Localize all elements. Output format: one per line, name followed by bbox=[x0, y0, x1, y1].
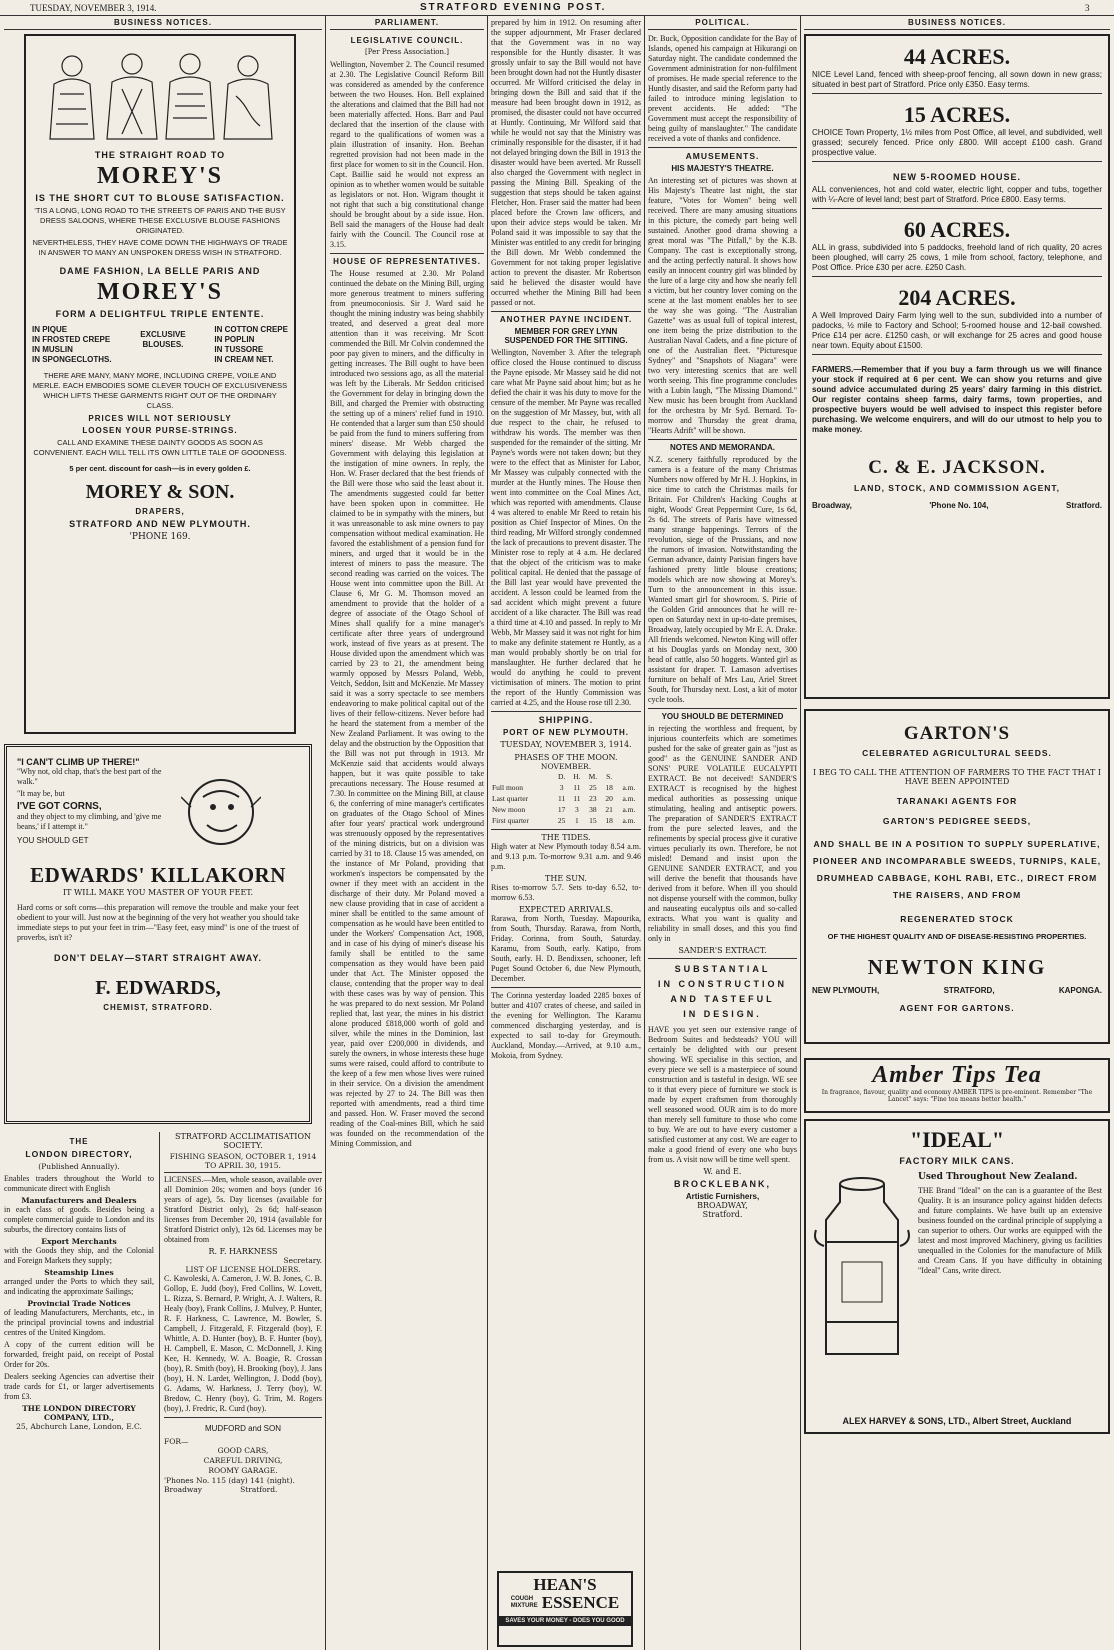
harvey-address: ALEX HARVEY & SONS, LTD., Albert Street, Auckland bbox=[842, 1416, 1072, 1426]
london-company: THE LONDON DIRECTORY COMPANY, LTD., bbox=[22, 1404, 136, 1422]
acclimatisation-notice bbox=[164, 1132, 322, 1494]
amber-tips-ad bbox=[804, 1058, 1110, 1113]
payne-sub: MEMBER FOR GREY LYNN SUSPENDED FOR THE SITTING. bbox=[504, 327, 628, 345]
page-number: 3 bbox=[1085, 3, 1090, 13]
garton-g5: REGENERATED STOCK bbox=[900, 914, 1014, 924]
moon-cell: Last quarter bbox=[492, 794, 529, 803]
moon-cell: 11 bbox=[573, 783, 581, 792]
garton-g1: I BEG TO CALL THE ATTENTION OF FARMERS TO THE FACT THAT I HAVE BEEN APPOINTED bbox=[813, 768, 1101, 786]
morey-road: THE STRAIGHT ROAD TO bbox=[94, 150, 226, 160]
ideal-text: THE Brand "Ideal" on the can is a guarantee of the Best Quality. It is an insurance policy against hidden defects and future complaints. We have built up an extensive business founded on the cardinal principle of supplying a can superior to others. Our works are equipped with the latest and most improved Machinery, giving us facilities unequalled in the Colonies for the manufacture of Milk and Cream Cans. If you have difficulty in obtaining "Ideal" Cans, write direct. bbox=[918, 1186, 1102, 1275]
farmers-notice: FARMERS.—Remember that if you buy a farm through us we will finance your stock if required at 6 per cent. We can show you returns and give sound advice accumulated during 25 years' dairy farming in this district. Our register contains sheep farms, dairy farms, town properties, and prospective buyers would be well advised to inspect this register before purchasing. We welcome enquirers, and will do our utmost to help you to make money. bbox=[812, 365, 1102, 434]
moon-month: NOVEMBER. bbox=[540, 762, 592, 771]
garton-g2: TARANAKI AGENTS FOR bbox=[896, 796, 1018, 806]
moon-col-header: D. bbox=[557, 772, 566, 781]
morey-towns: STRATFORD AND NEW PLYMOUTH. bbox=[69, 519, 251, 529]
edwards-where: CHEMIST, STRATFORD. bbox=[103, 1003, 213, 1012]
masthead bbox=[0, 0, 1114, 16]
edwards-get: YOU SHOULD GET bbox=[17, 836, 89, 845]
moon-cell: 20 bbox=[605, 794, 613, 803]
brocklebank-name: BROCKLEBANK, bbox=[674, 1179, 771, 1189]
council-report: Wellington, November 2. The Council resumed at 2.30. The Legislative Council Reform Bill was considered as amended by the conference between the two Houses. Hon. Bell explained the alterations and claimed that the Bill had not been materially affected. Hons. Barr and Paul declared that the insertion of the clause with regard to the qualifications of women was a plain illustration of insanity. Hon. Beehan regretted provision had not been made in the first place for women to sit in the Council. Hon. Capt. Baillie said he would not express an opinion as to whether women would be suitable as legislators or not. Hon. Wigram thought it not right that such a big constitutional change should be brought about by a side issue. Hon. Bell said the managers of the House had dealt fairly with the Council. The Council rose at 3.15. bbox=[330, 60, 484, 249]
milk-can-illustration bbox=[812, 1172, 912, 1362]
heans-essence: ESSENCE bbox=[541, 1593, 620, 1612]
column-5 bbox=[804, 16, 1110, 1650]
acres-15: 15 ACRES. bbox=[903, 102, 1011, 127]
edwards-master: IT WILL MAKE YOU MASTER OF YOUR FEET. bbox=[63, 888, 253, 897]
his-majestys-theatre: HIS MAJESTY'S THEATRE. bbox=[671, 164, 774, 173]
jackson-ad bbox=[804, 34, 1110, 699]
moon-row bbox=[491, 815, 641, 826]
ideal-cans: FACTORY MILK CANS. bbox=[899, 1156, 1015, 1166]
acres-204-text: A Well Improved Dairy Farm lying well to the sun, subdivided into a number of padocks, ½ mile to Factory and School; 5-roomed house and 12-bail cowshed. Price £14 per acre. £1250 cash, or will exchange for 25 acres and good house near town. Equity about £1500. bbox=[812, 311, 1102, 350]
press-association: [Per Press Association.] bbox=[365, 48, 449, 56]
blouse-illustration bbox=[32, 44, 288, 144]
notes-memoranda: NOTES AND MEMORANDA. bbox=[669, 443, 776, 452]
morey-dame: DAME FASHION, LA BELLE PARIS AND bbox=[59, 266, 261, 276]
moon-row bbox=[491, 782, 641, 793]
nk-town-0: NEW PLYMOUTH, bbox=[812, 986, 880, 995]
notes-text: N.Z. scenery faithfully reproduced by the camera is a feature of the many Christmas Numbers now offered by Mr H. J. Hopkins, in nice time to catch the Christmas mails for Britain. For Children's Hacking Coughs at night, Woods' Great Peppermint Cure, 1s 6d, 2s 6d. The streets of Paris have witnessed many strange happenings. Terrors of the revolution, siege of the Prussians, and now the rumors of invasion. Notwithstanding the German advance, dainty Parisian fingers have fashioned pretty little blouse creations; models which are now showing at Morey's. Turn to the announcement in this issue. Wanted smart girl for showroom. S. Pirie of the Golden Grid announces that he will re-open on Saturday next in up-to-date premises, Broadway, lately occupied by Mr E. A. Drake. All friends welcomed. Newton King will offer at his Douglas yards on Monday next, 300 head of cattle, also 50 hoggets. Wanted girl as assistant for draper. T. Lamason advertises furniture on behalf of Mrs Lau, Ariel Street South, for Thursday next. Lost, a kit of motor cycle tools. bbox=[648, 455, 797, 704]
business-notices-header: BUSINESS NOTICES. bbox=[4, 16, 322, 30]
heans-save: SAVES YOUR MONEY - DOES YOU GOOD bbox=[499, 1616, 631, 1626]
london-h1: Manufacturers and Dealers bbox=[21, 1196, 137, 1205]
moon-col-header bbox=[491, 771, 554, 782]
jackson-name: C. & E. JACKSON. bbox=[868, 457, 1046, 478]
mudford-for: FOR— bbox=[164, 1437, 189, 1446]
amber-title: Amber Tips Tea bbox=[872, 1062, 1042, 1088]
new-house-text: ALL conveniences, hot and cold water, electric light, copper and tubs, together with ¼-Acre of level land; best part of Stratford. Price £800. Easy terms. bbox=[812, 185, 1102, 204]
morey-loosen: LOOSEN YOUR PURSE-STRINGS. bbox=[82, 426, 238, 435]
house-report: The House resumed at 2.30. Mr Poland continued the debate on the Mining Bill, urging more generous treatment to miners suffering from pneumoconiosis. Sir J. Ward said he thought the mining industry was being shabbily treated, and deserved a great deal more attention than it was receiving. Mr Scott commended the Bill. Mr Colvin condemned the poor pay given to miners, and the difficulty in getting increases. The Bill ought to have been introduced two sessions ago, as all the material was left by the Liberals. Mr Seddon criticised the Government for delay in bringing down the Bill, and charged the Premier with obstructing the setting up of a miners' relief fund in 1910. He contended that a larger sum than £50 should be paid from the fund to miners suffering from miners' disease. Mr Webb charged the Government with delaying this legislation at the instigation of mine owners. In reply, the Hon. W. Fraser declared that the best friends of the Bill were those who said the least about it. The amendments suggested could far better have been spoken upon in committee. He claimed to be in sympathy with the miners, but it was unreasonable to ask mine owners to pay compensation without medical examination. He favored the establishment of a pension fund for miners, and urged that it would be in the interest of miners to pass the measure. The second reading was carried on the voices. The House went into committee upon the Bill. At Clause 6, Mr G. M. Thomson moved an amendment to provide that the holder of a degree of associate of the Otago School of Mines shall qualify for a mine manager's certificate after three years of underground work, instead of five years as at present. The House divided upon the amendment which was carried by 23 to 21, the amendment being warmly opposed by Messrs Poland, Webb, Veitch, Seddon, Isitt and McKenzie. Mr Massey said it was a sorry spectacle to see members endeavoring to make political capital out of the lives of their fellow-citizens. Never before had he heard the statement from a member of the New Zealand Parliament. It was owing to the delay and the obstruction by the Opposition that the Bill was not put through in 1913. Mr McKenzie said that accidents would always happen, but it was quite possible to take precautions necessary. The House resumed at 7.30. In committee on the Mining Bill, at clause 6, the conferring of mine manager's certificates on graduates of the Otago School of Mines after four years' practical work underground was strenuously opposed by the representatives of the mining districts, but on a division was carried by 31 to 18. Clause 15 was amended, on the instance of Mr Poland, providing that workmen's inspectors be compensated by the owner if they meet with an accident in the discharge of their duty. Mr Poland moved a new clause providing that in case of accident a miner shall be entitled to the same amount of compensation as he would have been entitled to under the Workers' Compensation Act, 1908, and in case of his dying of miner's disease his family shall be entitled to the same compensation as they would have been paid under that Act. The Minister opposed the clause, contending that the proper way to deal with these cases was by way of pension. This he was prepared to do next session. Mr Poland replied that, last year, the mines in his district alone produced £818,000 worth of gold and silver, while the mines in the Dominion, last year, paid over £200,000 in dividends, and surely the owners, in whose interests these huge sums were raised, could afford to contribute to the keep of a few men whose lives were ruined in their service. On a division the amendment was rejected by 27 to 24. The Bill was then reported with amendments, read a third time and passed. Hon. W. Fraser moved the second reading of the Coal-mines Bill, which he said was founded on the recommendation of the Mining Commission, and bbox=[330, 269, 484, 1148]
accl-title: STRATFORD ACCLIMATISATION SOCIETY. bbox=[175, 1132, 311, 1150]
moon-col-header: H. bbox=[573, 772, 581, 781]
moon-cell: 25 bbox=[589, 783, 597, 792]
moon-cell: 1 bbox=[574, 816, 579, 825]
moon-col-header: M. bbox=[588, 772, 598, 781]
legislative-council: LEGISLATIVE COUNCIL. bbox=[350, 36, 464, 45]
blouses-mid: EXCLUSIVE BLOUSES. bbox=[140, 330, 186, 349]
brocklebank-text: HAVE you yet seen our extensive range of Bedroom Suites and bedsteads? YOU will certainly be delighted with our present showing. WE specialise in this section, and every piece we sell is a masterpiece of sound construction and is tasteful in design. WE see to it that every piece of furniture we stock is made by expert craftsmen from thoroughly well seasoned wood. OUR aim is to do more than merely sell furniture to those who come to buy. We are out to have every customer a satisfied customer at any cost. We are eager to make a good friend of every one who buys from us. A visit now will be time well spent. bbox=[648, 1025, 797, 1164]
acres-15-text: CHOICE Town Property, 1½ miles from Post Office, all level, and subdivided, well grassed; securely fenced. Price only £800. Will accept £100 cash. Grand prospective value. bbox=[812, 128, 1102, 157]
arrivals-text: Rarawa, from North, Tuesday. Mapourika, from South, Thursday. Rarawa, from North, Friday. Corinna, from South, Saturday. Karamu, from South, early. Katipo, from South, early. H. D. Bendixsen, schooner, left Puget Sound October 6, due New Plymouth, December. bbox=[491, 914, 641, 983]
heans-name: HEAN'S bbox=[533, 1575, 597, 1594]
morey-entente: FORM A DELIGHTFUL TRIPLE ENTENTE. bbox=[55, 309, 265, 319]
jackson-phone: 'Phone No. 104, bbox=[929, 501, 989, 510]
london-p2: in each class of goods. Besides being a complete commercial guide to London and its suburbs, the directory contains lists of bbox=[4, 1205, 154, 1234]
moon-cell: a.m. bbox=[622, 805, 636, 814]
heans-ad bbox=[497, 1571, 633, 1647]
moon-row bbox=[491, 804, 641, 815]
morey-discount: 5 per cent. discount for cash—is in every golden £. bbox=[69, 464, 251, 473]
moon-phases-table bbox=[491, 771, 641, 826]
moon-cell: 3 bbox=[559, 783, 564, 792]
acres-60-text: ALL in grass, subdivided into 5 paddocks, freehold land of rich quality, 20 acres been ploughed, will carry 25 cows, 1 mile from school, factory, telephone, and Post Office. Price £30 per acre. £250 Cash. bbox=[812, 243, 1102, 272]
sun-title: THE SUN. bbox=[545, 874, 587, 883]
parliament-header: PARLIAMENT. bbox=[330, 16, 484, 30]
payne-report: Wellington, November 3. After the telegraph office closed the House continued to discuss the Payne episode. Mr Massey said he did not care what Mr Payne said about him; but as he defied the chair it was his duty to move for the censure of the member. Mr Payne was recalled on the suggestion of Mr Massey, but, with all due respect to the chair, he refused to withdraw his words. The member was then suspended for the remainder of the sitting. Mr Payne's words were not taken down; but they were to the effect that as Minister for Labor, Mr Massey was culpably connected with the murder at the Huntly mines. The House then went into committee on the Coal Mines Act, which was reported with amendments. Clause 4 was altered to enable Mr Reed to retain his position as Chief Inspector of Mines. On the third reading, Mr Wilford strongly condemned the lack of precautions to prevent disaster. The Minister rose to reply at 4 a.m. He declared that the object of the criticism was to make political capital. He denied that the passage of the Bill last year would have prevented the accident. A lesson could be learned from the sad accident which might prevent a future accident of a like character. The Bill was read a third time at 4.10 and passed. In reply to Mr Webb, Mr Massey said it was not right for him to make any definite statement re Huntly, as a man would probably shortly be on trial for manslaughter. He further declared that he would do anything he could to prevent victimisation of miners. The motion to print the report of the Huntly Commission was carried at 4.25, and the House rose till 2.30. bbox=[491, 348, 641, 707]
moon-cell: 11 bbox=[558, 794, 566, 803]
morey-prices: PRICES WILL NOT SERIOUSLY bbox=[88, 414, 232, 423]
london-h3: Steamship Lines bbox=[44, 1268, 114, 1277]
acres-44: 44 ACRES. bbox=[903, 44, 1011, 69]
morey-ad bbox=[24, 34, 296, 734]
london-p1: Enables traders throughout the World to communicate direct with English bbox=[4, 1174, 154, 1193]
moon-cell: a.m. bbox=[622, 783, 636, 792]
london-p5: of leading Manufacturers, Merchants, etc., in the principal provincial towns and industrial centres of the United Kingdom. bbox=[4, 1308, 154, 1337]
political-report: Dr. Buck, Opposition candidate for the Bay of Islands, opened his campaign at Hikurangi on Saturday night. The candidate condemned the Government administration for non-fulfilment of promises. He made special reference to the Huntly disaster, and said the Reform party had failed to introduce mining legislation to prevent accidents. He added: "The Government must accept the responsibility of being guilty of manslaughter." The candidate received a vote of thanks and confidence. bbox=[648, 34, 797, 143]
ideal-cans-ad bbox=[804, 1119, 1110, 1434]
garton-ad bbox=[804, 709, 1110, 1044]
heans-cough: COUGH MIXTURE bbox=[510, 1596, 538, 1609]
brocklebank-we: W. and E. bbox=[703, 1167, 742, 1176]
mining-debate: prepared by him in 1912. On resuming after the supper adjournment, Mr Fraser declared that the Government was in no way responsible for the Huntly disaster. It was grossly unfair to say the Bill would not have been brought down had not the Huntly disaster occurred. Mr Wilford criticised the delay in bringing down the Bill and said that if the measure had been brought down in 1912, as promised, the disaster could not have occurred at Huntly. Continuing, Mr Wilford said that while he would not say that the Ministry was criminally responsible for the disaster, if it had not delayed bringing down the Bill in 1913 the disaster would have been averted. Mr Russell also charged the Government with neglect in passing the Mining Bill. Speaking of the suggestion that steps should be taken against Fletcher, Hon. Fraser said the matter had been placed before the Crown law officers, and upon their advice steps would be taken. Mr Poland said it was impossible to say that the Minister was entitled to any credit for bringing the Bill down. Mr Webb condemned the Government for not taking proper legislative action to prevent the disaster. Mr Robertson said he believed the disaster would have occurred whether the Mining Bill had been passed or not. bbox=[491, 18, 641, 307]
blouses-right: IN COTTON CREPE IN POPLIN IN TUSSORE IN CREAM NET. bbox=[214, 325, 288, 364]
ideal-title: "IDEAL" bbox=[909, 1127, 1005, 1152]
jackson-sub: LAND, STOCK, AND COMMISSION AGENT, bbox=[853, 483, 1061, 493]
shipping-date: TUESDAY, NOVEMBER 3, 1914. bbox=[500, 740, 632, 749]
edwards-delay: DON'T DELAY—START STRAIGHT AWAY. bbox=[54, 953, 262, 963]
morey-short-cut: IS THE SHORT CUT TO BLOUSE SATISFACTION. bbox=[35, 193, 285, 203]
shipping-news: The Corinna yesterday loaded 2285 boxes of butter and 4107 crates of cheese, and sailed in the evening for Wellington. The Karamu commenced discharging yesterday, and is expected to sail to-day for Greymouth. Auckland, Monday.—Arrived, at 9.10 a.m., Mokoia, from Sydney. bbox=[491, 991, 641, 1060]
nk-agent: AGENT FOR GARTONS. bbox=[899, 1003, 1015, 1013]
moon-phases-title: PHASES OF THE MOON. bbox=[514, 753, 618, 762]
london-p6: A copy of the current edition will be forwarded, freight paid, on receipt of Postal Order for 20s. bbox=[4, 1340, 154, 1369]
garton-celebrated: CELEBRATED AGRICULTURAL SEEDS. bbox=[862, 748, 1052, 758]
moon-cell: 11 bbox=[573, 794, 581, 803]
edwards-killakorn: EDWARDS' KILLAKORN bbox=[30, 863, 286, 887]
sun-text: Rises to-morrow 5.7. Sets to-day 6.52, to-morrow 6.53. bbox=[491, 883, 641, 902]
london-h2: Export Merchants bbox=[41, 1237, 117, 1246]
shipping-header: SHIPPING. bbox=[538, 715, 594, 725]
moon-cell: a.m. bbox=[622, 816, 636, 825]
mudford-phones: 'Phones No. 115 (day) 141 (night). bbox=[164, 1476, 295, 1485]
garton-g4: AND SHALL BE IN A POSITION TO SUPPLY SUPERLATIVE, PIONEER AND INCOMPARABLE SWEEDS, TURNIPS, KALE, DRUMHEAD CABBAGE, KOHL RABI, ETC., DIRECT FROM THE RAISERS, AND FROM bbox=[812, 839, 1102, 900]
london-h4: Provincial Trade Notices bbox=[27, 1299, 131, 1308]
london-published: (Published Annually). bbox=[38, 1162, 120, 1171]
edwards-corns: I'VE GOT CORNS, bbox=[17, 801, 102, 812]
jackson-broadway: Broadway, bbox=[812, 501, 852, 510]
port-new-plymouth: PORT OF NEW PLYMOUTH. bbox=[502, 728, 630, 737]
edwards-quote-2: "It may be, but bbox=[17, 789, 65, 798]
edwards-quote-1: "Why not, old chap, that's the best part of the walk." bbox=[17, 767, 162, 786]
moon-cell: 21 bbox=[605, 805, 613, 814]
edwards-para: Hard corns or soft corns—this preparation will remove the trouble and make your feet obedient to your will. Just now at the beginning of the very hot weather you should take immediate steps to put your feet in trim—"Easy feet, easy mind" is one of the truest of proverbs, isn't it? bbox=[17, 903, 299, 942]
edwards-climb: "I CAN'T CLIMB UP THERE!" bbox=[17, 757, 140, 767]
moon-cell: First quarter bbox=[492, 816, 529, 825]
political-header: POLITICAL. bbox=[648, 16, 797, 30]
acres-60: 60 ACRES. bbox=[903, 217, 1011, 242]
moon-col-header: S. bbox=[606, 772, 613, 781]
paper-title: STRATFORD EVENING POST. bbox=[420, 2, 607, 13]
morey-drapers: DRAPERS, bbox=[135, 507, 185, 516]
brocklebank-town: Stratford. bbox=[702, 1210, 743, 1219]
accl-licenses: LICENSES.—Men, whole season, available over all Dominion 20s; women and boys (under 16 years of age), 5s. Day licenses (available for Stratford District only), 2s 6d; half-season licenses from December 20, 1914 (available for Stratford District only), 12s 6d. Licenses may be obtained from bbox=[164, 1175, 322, 1244]
edwards-chemist: F. EDWARDS, bbox=[95, 977, 221, 999]
morey-para-3: THERE ARE MANY, MANY MORE, INCLUDING CREPE, VOILE AND MERLE. EACH EMBODIES SOME CLEVER TOUCH OF EXCLUSIVENESS WHICH LIFTS THESE GARMENTS RIGHT OUT OF THE ORDINARY CLASS. bbox=[32, 371, 288, 410]
new-house: NEW 5-ROOMED HOUSE. bbox=[892, 172, 1021, 182]
column-2 bbox=[330, 16, 484, 1650]
morey-para-2: NEVERTHELESS, THEY HAVE COME DOWN THE HIGHWAYS OF TRADE IN ANSWER TO MANY AN UNSPOKEN DRESS WISH IN STRATFORD. bbox=[32, 238, 288, 257]
house-of-reps: HOUSE OF REPRESENTATIVES. bbox=[333, 257, 481, 266]
morey-phone: 'PHONE 169. bbox=[129, 532, 191, 542]
moon-cell: 17 bbox=[557, 805, 566, 814]
mudford-name: MUDFORD and SON bbox=[204, 1424, 281, 1433]
london-p3: with the Goods they ship, and the Colonial and Foreign Markets they supply; bbox=[4, 1246, 154, 1265]
column-1 bbox=[4, 16, 322, 1650]
london-directory-ad bbox=[4, 1134, 154, 1431]
london-address: 25, Abchurch Lane, London, E.C. bbox=[16, 1422, 142, 1431]
arrivals-title: EXPECTED ARRIVALS. bbox=[518, 905, 614, 914]
garton-name: GARTON'S bbox=[903, 723, 1011, 744]
london-the: THE bbox=[69, 1137, 89, 1146]
payne-incident: ANOTHER PAYNE INCIDENT. bbox=[499, 315, 633, 324]
morey-name: MOREY'S bbox=[96, 163, 223, 189]
tides-text: High water at New Plymouth today 8.54 a.m. and 9.13 p.m. To-morrow 9.31 a.m. and 9.46 p.m. bbox=[491, 842, 641, 871]
moon-cell: 18 bbox=[605, 783, 613, 792]
brocklebank-artistic: Artistic Furnishers, bbox=[685, 1192, 760, 1201]
morey-name-2: MOREY'S bbox=[96, 279, 223, 305]
moon-cell: 25 bbox=[557, 816, 566, 825]
mudford-address: Broadway Stratford. bbox=[164, 1485, 278, 1494]
london-p4: arranged under the Ports to which they sail, and indicating the approximate Sailings; bbox=[4, 1277, 154, 1296]
amber-sub: In fragrance, flavour, quality and economy AMBER TIPS is pre-eminent. Remember "The Lancet" says: "Fine tea means better health." bbox=[821, 1089, 1093, 1103]
accl-season: FISHING SEASON, OCTOBER 1, 1914 TO APRIL 30, 1915. bbox=[164, 1152, 322, 1173]
business-notices-header-2: BUSINESS NOTICES. bbox=[804, 16, 1110, 30]
column-3 bbox=[491, 16, 641, 1650]
moon-cell: a.m. bbox=[622, 794, 636, 803]
mudford-items: GOOD CARS, CAREFUL DRIVING, ROOMY GARAGE. bbox=[203, 1446, 283, 1475]
nk-town-2: KAPONGA. bbox=[1058, 986, 1102, 995]
moon-cell: 3 bbox=[574, 805, 579, 814]
edwards-quote-3: and they object to my climbing, and 'give me beans,' if I attempt it." bbox=[17, 812, 162, 831]
newton-king: NEWTON KING bbox=[867, 955, 1047, 979]
accl-list: C. Kawoleski, A. Cameron, J. W. B. Jones, C. B. Gollop, E. Judd (boy), Fred Collins, W. Lovett, L. Rizza, S. Bernard, P. Wright, A. J. Walters, R. Healy (boy), Frank Collins, J. Mulvey, P. Hunter, R. F. Harkness, C. Lawrence, M. Bowler, S. Campbell, J. Fitzgerald, F. Fitzgerald (boy), F. Whittle, A. D. Hunter (boy), B. F. Hunter (boy), H. Campbell, E. Mason, C. McDonnell, J. King Kee, H. Kennedy, W. A. Boagie, R. Crossan (boy), R. Smith (boy), H. Brooking (boy), J. Jans (boy), H. N. Lardet, Wellington, J. Dodd (boy), G. Adams, W. Harkness, J. Terry (boy), W. Bredow, C. Henry (boy), G. Trim, M. Rogers (boy), J. Fredric, R. Curd (boy). bbox=[164, 1274, 322, 1413]
nk-town-1: STRATFORD, bbox=[943, 986, 995, 995]
column-4 bbox=[648, 16, 797, 1650]
morey-para-1: 'TIS A LONG, LONG ROAD TO THE STREETS OF PARIS AND THE BUSY DRESS SALOONS, WHERE THESE EXCLUSIVE BLOUSE FASHIONS ORIGINATED. bbox=[34, 206, 286, 235]
moon-cell: 38 bbox=[589, 805, 597, 814]
issue-date: TUESDAY, NOVEMBER 3, 1914. bbox=[30, 3, 157, 13]
moon-col-header bbox=[617, 771, 641, 782]
sanders-text: in rejecting the worthless and frequent, by injurious counterfeits which are sometimes pushed for the sake of greater gain as "just as good" as the GENUINE SANDER AND SONS' PURE VOLATILE EUCALYPTI EXTRACT. Be not deceived! SANDER'S EXTRACT is recognised by the highest medical authorities as possessing unique stimulating, healing and antiseptic powers. The preparation of SANDER'S EXTRACT from the pure selected leaves, and the refinements by special process give it curative virtues peculiarly its own. Therefore, be not misled! Demand and insist upon the GENUINE SANDER EXTRACT, and you will derive the benefit that thousands have derived from it before. When ill you should not dispense yourself with the common, bulky and nauseating eucalyptus oils and so-called extracts. What you want is quality and reliability in small doses, and this you find only in bbox=[648, 724, 797, 943]
brocklebank-headline: SUBSTANTIAL IN CONSTRUCTION AND TASTEFUL IN DESIGN. bbox=[658, 964, 787, 1019]
morey-firm: MOREY & SON. bbox=[85, 481, 235, 503]
theatre-review: An interesting set of pictures was shown at His Majesty's Theatre last night, the star feature, "Votes for Women" being well received. There are many amusing situations in this picture, the comedy part being well sustained. Another good drama showing a great moral was "The Pitfall," by the K.B. Company. The cast is exceptionally strong, and the acting perfectly natural. It shows how easily an innocent country girl was blinded by the lure of a large city and how she nearly fell a victim, but her country lover coming on the scene at the last moment enables her to see the way she was going. "The Australian Gazette" was as usual full of topical interest, one item being the prize distribution to the Australian Naval Cadets, and a fine picture of one of the Australian fleet. "Picturesque Sydney" and "Snapshots of Niagara" were two very interesting scenics that are well worth seeing. This fine programme concludes with a Lubin laugh, "The Missing Diamond." New music has been brought from Auckland for the orchestra by Mr Syd. Bernard. To-morrow and Thursday the great drama, "Hearts Adrift" will be shown. bbox=[648, 176, 797, 435]
tides-title: THE TIDES. bbox=[541, 833, 591, 842]
moon-cell: 18 bbox=[605, 816, 613, 825]
ideal-used: Used Throughout New Zealand. bbox=[918, 1172, 1078, 1182]
morey-para-4: CALL AND EXAMINE THESE DAINTY GOODS AS SOON AS CONVENIENT. EACH WILL TELL ITS OWN LITTLE TALE OF GOODNESS. bbox=[33, 438, 287, 457]
moon-row bbox=[491, 793, 641, 804]
london-p7: Dealers seeking Agencies can advertise their trade cards for £1, or larger advertisements from £3. bbox=[4, 1372, 154, 1401]
acres-204: 204 ACRES. bbox=[898, 285, 1016, 310]
face-illustration bbox=[181, 767, 261, 857]
edwards-ad bbox=[4, 744, 312, 1124]
sanders-extract: SANDER'S EXTRACT. bbox=[678, 946, 767, 955]
garton-g3: GARTON'S PEDIGREE SEEDS, bbox=[882, 816, 1032, 826]
moon-cell: 15 bbox=[589, 816, 597, 825]
blouses-left: IN PIQUE IN FROSTED CREPE IN MUSLIN IN SPONGECLOTHS. bbox=[32, 325, 112, 364]
accl-secretary: Secretary. bbox=[283, 1256, 322, 1265]
jackson-town: Stratford. bbox=[1066, 501, 1102, 510]
moon-cell: New moon bbox=[492, 805, 526, 814]
acres-44-text: NICE Level Land, fenced with sheep-proof fencing, all sown down in new grass; situated in best part of Stratford. Price only £350. Easy terms. bbox=[812, 70, 1102, 89]
garton-g6: OF THE HIGHEST QUALITY AND OF DISEASE-RESISTING PROPERTIES. bbox=[827, 932, 1087, 941]
sanders-headline: YOU SHOULD BE DETERMINED bbox=[661, 712, 784, 721]
moon-cell: 23 bbox=[589, 794, 597, 803]
brocklebank-broadway: BROADWAY, bbox=[697, 1201, 748, 1210]
accl-secretary-name: R. F. HARKNESS bbox=[208, 1247, 278, 1256]
amusements-header: AMUSEMENTS. bbox=[685, 151, 760, 161]
accl-list-title: LIST OF LICENSE HOLDERS. bbox=[185, 1265, 301, 1274]
london-title: LONDON DIRECTORY, bbox=[25, 1149, 133, 1159]
moon-cell: Full moon bbox=[492, 783, 524, 792]
